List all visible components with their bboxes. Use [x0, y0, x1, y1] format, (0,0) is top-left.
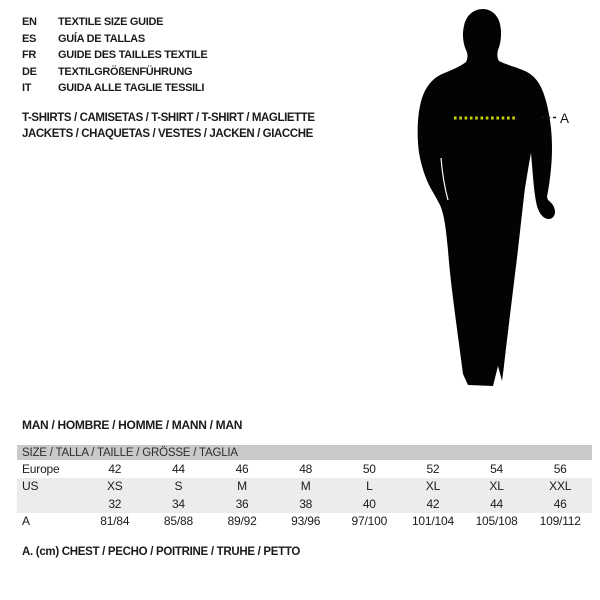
language-row: [22, 31, 207, 48]
table-cell: 89/92: [227, 514, 257, 529]
table-cell: 54: [490, 461, 504, 476]
table-cell: 93/96: [291, 514, 321, 529]
row-label: A: [22, 514, 30, 529]
table-cell: XL: [425, 479, 441, 494]
table-cell: 42: [426, 496, 440, 511]
language-code: FR: [22, 49, 37, 62]
table-cell: 46: [235, 461, 249, 476]
table-cell: M: [300, 479, 311, 494]
table-cell: 46: [553, 496, 567, 511]
table-cell: S: [174, 479, 183, 494]
table-cell: 85/88: [163, 514, 193, 529]
table-cell: 32: [108, 496, 122, 511]
table-cell: 44: [171, 461, 185, 476]
language-row: [22, 14, 207, 31]
language-label: GUÍA DE TALLAS: [58, 32, 145, 45]
language-label: TEXTILE SIZE GUIDE: [58, 16, 164, 29]
language-label: GUIDE DES TAILLES TEXTILE: [58, 49, 208, 62]
table-cell: 34: [171, 496, 185, 511]
language-label: GUIDA ALLE TAGLIE TESSILI: [58, 82, 205, 95]
language-guide: [22, 14, 207, 97]
product-line-tshirts: T-SHIRTS / CAMISETAS / T-SHIRT / T-SHIRT / MAGLIETTE: [22, 112, 315, 124]
size-table: [17, 445, 592, 530]
language-label: TEXTILGRÖßENFÜHRUNG: [58, 65, 193, 78]
man-silhouette: [418, 9, 555, 386]
language-row: [22, 64, 207, 81]
language-code: EN: [22, 16, 37, 29]
table-cell: 52: [426, 461, 440, 476]
product-line-jackets: JACKETS / CHAQUETAS / VESTES / JACKEN / GIACCHE: [22, 128, 313, 140]
row-label: US: [22, 479, 39, 494]
table-row-europe: [17, 460, 592, 478]
section-heading-man: MAN / HOMBRE / HOMME / MANN / MAN: [22, 418, 243, 432]
table-cell: 48: [299, 461, 313, 476]
language-row: [22, 47, 207, 64]
table-cell: 105/108: [475, 514, 518, 529]
table-cell: 44: [490, 496, 504, 511]
product-category-lines: [22, 110, 315, 142]
language-row: [22, 80, 207, 97]
language-code: IT: [22, 82, 32, 95]
table-cell: 50: [362, 461, 376, 476]
table-cell: XXL: [549, 479, 572, 494]
table-cell: XL: [489, 479, 504, 494]
table-row-numeric: [17, 495, 592, 513]
table-cell: 42: [108, 461, 122, 476]
language-code: ES: [22, 32, 37, 45]
table-cell: 109/112: [539, 514, 581, 529]
size-table-header: SIZE / TALLA / TAILLE / GRÖSSE / TAGLIA: [17, 445, 592, 460]
row-label: Europe: [22, 461, 60, 476]
table-row-chest: [17, 513, 592, 531]
measure-label-a: A: [560, 111, 570, 126]
table-cell: XS: [107, 479, 123, 494]
table-cell: M: [237, 479, 247, 494]
table-cell: L: [366, 479, 373, 494]
language-code: DE: [22, 65, 37, 78]
table-row-us: [17, 478, 592, 496]
table-cell: 97/100: [351, 514, 388, 529]
table-cell: 36: [235, 496, 249, 511]
table-cell: 81/84: [100, 514, 130, 529]
table-cell: 38: [299, 496, 313, 511]
table-cell: 40: [362, 496, 376, 511]
measurement-footnote: A. (cm) CHEST / PECHO / POITRINE / TRUHE / PETTO: [22, 546, 301, 558]
man-figure: [400, 5, 580, 395]
table-cell: 101/104: [411, 514, 454, 529]
table-cell: 56: [553, 461, 567, 476]
